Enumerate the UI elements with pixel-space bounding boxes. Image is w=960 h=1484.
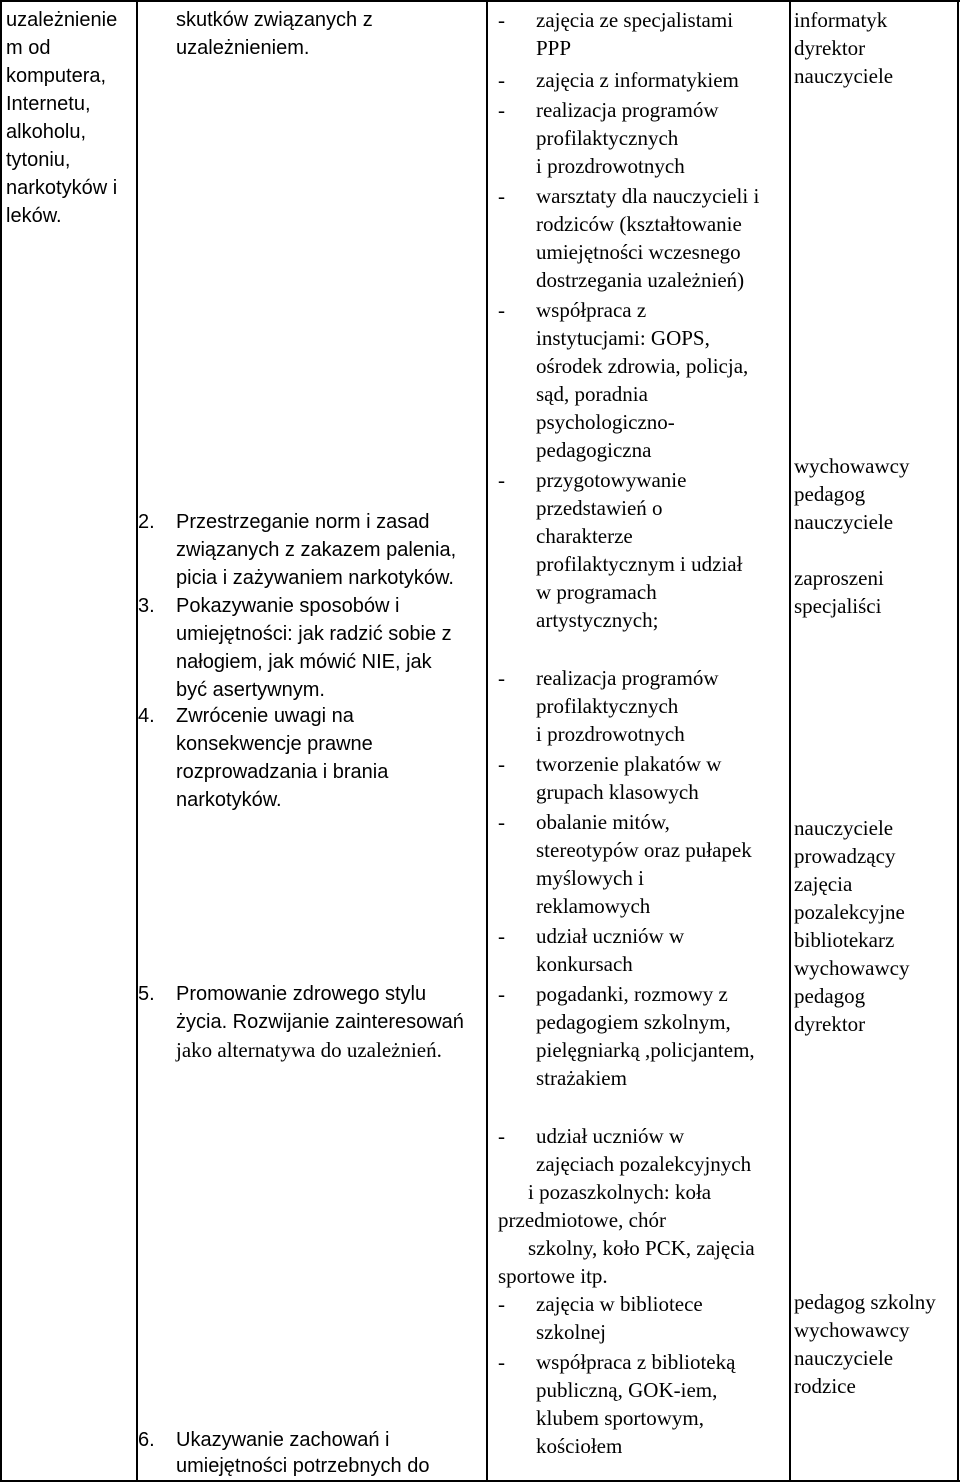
responsible-line: pedagog — [794, 984, 866, 1008]
responsible-line: nauczyciele — [794, 1346, 894, 1370]
activity-line: realizacja programów — [536, 666, 719, 690]
table-border-left — [0, 0, 2, 1482]
activity-line: przedstawień o — [536, 496, 663, 520]
goal-line: być asertywnym. — [176, 679, 325, 701]
responsible-line: nauczyciele — [794, 64, 894, 88]
responsible-line: informatyk — [794, 8, 888, 32]
activity-line: obalanie mitów, — [536, 810, 670, 834]
topic-line: narkotyków i — [6, 177, 118, 199]
goal-number: 6. — [138, 1429, 155, 1451]
activity-line: przedmiotowe, chór — [498, 1208, 666, 1232]
activity-line: i prozdrowotnych — [536, 154, 685, 178]
activity-line: kościołem — [536, 1434, 623, 1458]
activity-line: reklamowych — [536, 894, 651, 918]
activity-line: pedagogiczna — [536, 438, 652, 462]
activity-line: udział uczniów w — [536, 1124, 685, 1148]
activity-line: klubem sportowym, — [536, 1406, 704, 1430]
activity-line: PPP — [536, 36, 572, 60]
bullet-dash: - — [498, 1124, 505, 1148]
responsible-line: nauczyciele — [794, 510, 894, 534]
activity-line: w programach — [536, 580, 657, 604]
activity-line: pogadanki, rozmowy z — [536, 982, 728, 1006]
goal-line: nałogiem, jak mówić NIE, jak — [176, 651, 432, 673]
goal-line: Przestrzeganie norm i zasad — [176, 511, 430, 533]
responsible-line: zajęcia — [794, 872, 853, 896]
goal-intro-line: uzależnieniem. — [176, 37, 310, 59]
bullet-dash: - — [498, 184, 505, 208]
responsible-line: pedagog — [794, 482, 866, 506]
goal-line: Zwrócenie uwagi na — [176, 705, 354, 727]
activity-line: przygotowywanie — [536, 468, 687, 492]
activity-line: dostrzegania uzależnień) — [536, 268, 745, 292]
goal-number: 3. — [138, 595, 155, 617]
goal-line: rozprowadzania i brania — [176, 761, 389, 783]
bullet-dash: - — [498, 810, 505, 834]
activity-line: zajęcia w bibliotece — [536, 1292, 703, 1316]
responsible-line: dyrektor — [794, 1012, 866, 1036]
goal-line: konsekwencje prawne — [176, 733, 373, 755]
activity-line: współpraca z biblioteką — [536, 1350, 736, 1374]
table-border-bottom — [0, 1480, 960, 1482]
responsible-line: bibliotekarz — [794, 928, 895, 952]
bullet-dash: - — [498, 1292, 505, 1316]
activity-line: strażakiem — [536, 1066, 627, 1090]
responsible-line: pedagog szkolny — [794, 1290, 936, 1314]
responsible-line: nauczyciele — [794, 816, 894, 840]
table-border-right — [957, 0, 959, 1482]
goal-line: życia. Rozwijanie zainteresowań — [176, 1011, 464, 1033]
goal-line: związanych z zakazem palenia, — [176, 539, 457, 561]
responsible-line: wychowawcy — [794, 1318, 910, 1342]
goal-line: jako alternatywa do uzależnień. — [176, 1038, 442, 1062]
activity-line: zajęcia ze specjalistami — [536, 8, 734, 32]
activity-line: sportowe itp. — [498, 1264, 608, 1288]
column-divider-3 — [789, 0, 791, 1482]
activity-line: grupach klasowych — [536, 780, 699, 804]
bullet-dash: - — [498, 468, 505, 492]
topic-line: komputera, — [6, 65, 107, 87]
activity-line: zajęciach pozalekcyjnych — [536, 1152, 752, 1176]
activity-line: sąd, poradnia — [536, 382, 648, 406]
goal-line: picia i zażywaniem narkotyków. — [176, 567, 454, 589]
activity-line: umiejętności wczesnego — [536, 240, 741, 264]
activity-line: i prozdrowotnych — [536, 722, 685, 746]
activity-line: pielęgniarką ,policjantem, — [536, 1038, 755, 1062]
goal-line: Pokazywanie sposobów i — [176, 595, 400, 617]
topic-line: uzależnienie — [6, 9, 118, 31]
activity-line: artystycznych; — [536, 608, 659, 632]
goal-line: narkotyków. — [176, 789, 282, 811]
bullet-dash: - — [498, 752, 505, 776]
responsible-line: dyrektor — [794, 36, 866, 60]
goal-intro-line: skutków związanych z — [176, 9, 373, 31]
responsible-line: pozalekcyjne — [794, 900, 905, 924]
bullet-dash: - — [498, 98, 505, 122]
topic-line: leków. — [6, 205, 62, 227]
bullet-dash: - — [498, 666, 505, 690]
goal-number: 2. — [138, 511, 155, 533]
goal-line: Ukazywanie zachowań i — [176, 1429, 390, 1451]
activity-line: realizacja programów — [536, 98, 719, 122]
activity-line: warsztaty dla nauczycieli i — [536, 184, 760, 208]
topic-line: Internetu, — [6, 93, 91, 115]
activity-line: pedagogiem szkolnym, — [536, 1010, 731, 1034]
column-divider-1 — [136, 0, 138, 1482]
bullet-dash: - — [498, 298, 505, 322]
topic-line: alkoholu, — [6, 121, 87, 143]
activity-line: tworzenie plakatów w — [536, 752, 722, 776]
activity-line: publiczną, GOK-iem, — [536, 1378, 718, 1402]
column-divider-2 — [486, 0, 488, 1482]
activity-line: myślowych i — [536, 866, 644, 890]
activity-line: instytucjami: GOPS, — [536, 326, 710, 350]
bullet-dash: - — [498, 68, 505, 92]
activity-line: ośrodek zdrowia, policja, — [536, 354, 749, 378]
responsible-line: wychowawcy — [794, 956, 910, 980]
topic-line: m od — [6, 37, 51, 59]
responsible-line: wychowawcy — [794, 454, 910, 478]
activity-line: psychologiczno- — [536, 410, 675, 434]
activity-line: profilaktycznych — [536, 126, 679, 150]
goal-number: 5. — [138, 983, 155, 1005]
activity-line: współpraca z — [536, 298, 647, 322]
bullet-dash: - — [498, 924, 505, 948]
activity-line: profilaktycznych — [536, 694, 679, 718]
activity-line: udział uczniów w — [536, 924, 685, 948]
bullet-dash: - — [498, 1350, 505, 1374]
activity-line: charakterze — [536, 524, 633, 548]
responsible-line: zaproszeni — [794, 566, 884, 590]
bullet-dash: - — [498, 8, 505, 32]
responsible-line: rodzice — [794, 1374, 856, 1398]
goal-line: umiejętności: jak radzić sobie z — [176, 623, 452, 645]
responsible-line: prowadzący — [794, 844, 896, 868]
activity-line: zajęcia z informatykiem — [536, 68, 739, 92]
activity-line: konkursach — [536, 952, 633, 976]
activity-line: stereotypów oraz pułapek — [536, 838, 752, 862]
topic-line: tytoniu, — [6, 149, 71, 171]
bullet-dash: - — [498, 982, 505, 1006]
goal-number: 4. — [138, 705, 155, 727]
activity-line: profilaktycznym i udział — [536, 552, 743, 576]
responsible-line: specjaliści — [794, 594, 882, 618]
activity-line: szkolnej — [536, 1320, 606, 1344]
activity-line: i pozaszkolnych: koła — [528, 1180, 712, 1204]
activity-line: rodziców (kształtowanie — [536, 212, 742, 236]
goal-line: Promowanie zdrowego stylu — [176, 983, 427, 1005]
activity-line: szkolny, koło PCK, zajęcia — [528, 1236, 755, 1260]
table-border-top — [0, 0, 960, 2]
goal-line: umiejętności potrzebnych do — [176, 1455, 430, 1477]
